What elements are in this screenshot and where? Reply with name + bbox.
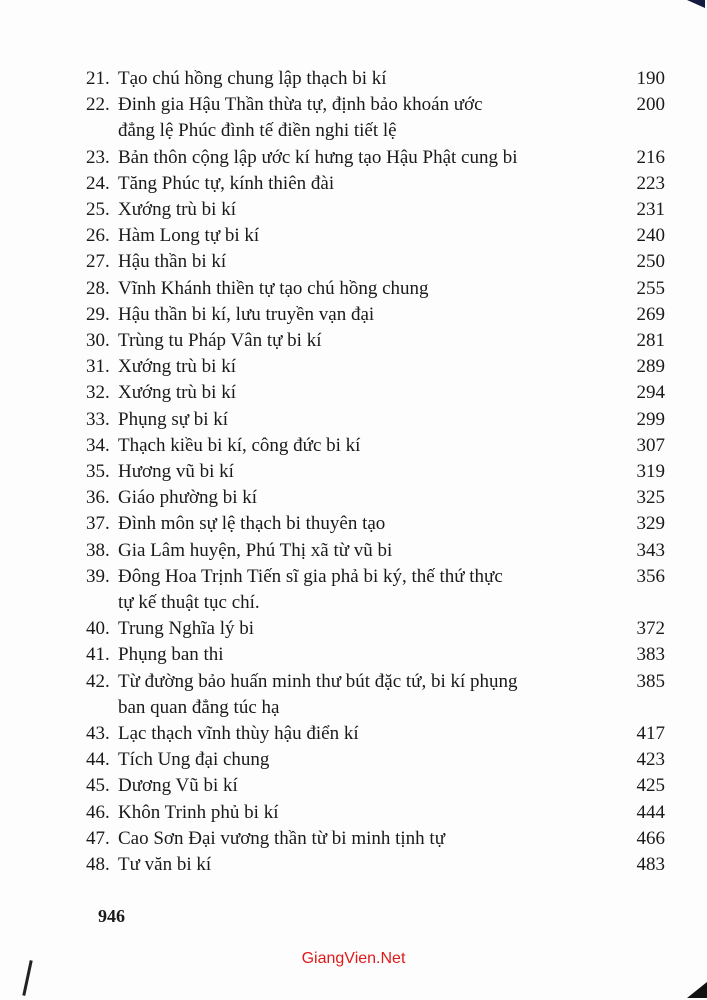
entry-page-number: 299 xyxy=(636,408,665,430)
entry-page-number: 444 xyxy=(636,801,665,823)
toc-entry xyxy=(0,276,707,302)
entry-page-number: 417 xyxy=(636,723,665,744)
entry-number: 24. xyxy=(86,172,110,194)
entry-number: 47. xyxy=(86,827,110,849)
entry-number: 35. xyxy=(86,461,110,482)
toc-entry xyxy=(0,511,707,537)
entry-page-number: 329 xyxy=(636,513,665,535)
page-edge-shadow-right xyxy=(687,982,707,998)
watermark: GiangVien.Net xyxy=(301,950,406,967)
entry-number: 33. xyxy=(86,408,110,430)
toc-entry xyxy=(0,852,707,878)
entry-title: Hương vũ bi kí xyxy=(118,461,234,482)
toc-entry xyxy=(0,92,707,142)
entry-title-continuation: ban quan đẳng túc hạ xyxy=(118,696,280,718)
toc-entry xyxy=(0,249,707,275)
entry-number: 23. xyxy=(86,146,110,168)
toc-entry xyxy=(0,773,707,799)
toc-entry xyxy=(0,197,707,223)
entry-number: 39. xyxy=(86,565,110,587)
entry-page-number: 385 xyxy=(636,670,665,692)
entry-title: Hậu thần bi kí, lưu truyền vạn đại xyxy=(118,303,375,325)
entry-title: Phụng ban thi xyxy=(118,644,224,666)
entry-title: Vĩnh Khánh thiền tự tạo chú hồng chung xyxy=(118,277,429,299)
entry-title: Gia Lâm huyện, Phú Thị xã từ vũ bi xyxy=(118,539,393,561)
entry-number: 48. xyxy=(86,854,110,875)
entry-number: 22. xyxy=(86,94,110,116)
toc-entry xyxy=(0,407,707,433)
entry-number: 44. xyxy=(86,749,110,771)
entry-title: Hậu thần bi kí xyxy=(118,251,227,273)
entry-page-number: 289 xyxy=(636,356,665,378)
entry-page-number: 269 xyxy=(636,303,665,325)
entry-number: 27. xyxy=(86,251,110,273)
entry-page-number: 190 xyxy=(636,68,665,89)
entry-number: 29. xyxy=(86,303,110,325)
entry-title: Đinh gia Hậu Thần thừa tự, định bảo khoán ước xyxy=(118,94,483,116)
entry-title: Đình môn sự lệ thạch bi thuyên tạo xyxy=(118,513,386,535)
toc-entry xyxy=(0,66,707,92)
toc-entry xyxy=(0,747,707,773)
entry-page-number: 281 xyxy=(636,330,665,351)
entry-number: 31. xyxy=(86,356,110,378)
entry-page-number: 216 xyxy=(636,146,665,168)
toc-entry xyxy=(0,380,707,406)
entry-page-number: 223 xyxy=(636,172,665,194)
toc-entry xyxy=(0,642,707,668)
entry-number: 37. xyxy=(86,513,110,535)
entry-title: Bản thôn cộng lập ước kí hưng tạo Hậu Phật cung bi xyxy=(118,146,518,168)
entry-number: 25. xyxy=(86,199,110,220)
entry-title-continuation: đẳng lệ Phúc đình tế điền nghi tiết lệ xyxy=(118,120,397,142)
entry-title: Phụng sự bi kí xyxy=(118,408,229,430)
page-number: 946 xyxy=(98,906,125,926)
entry-title: Tích Ung đại chung xyxy=(118,749,270,771)
entry-title: Từ đường bảo huấn minh thư bút đặc tứ, bi kí phụng xyxy=(118,670,518,692)
entry-page-number: 466 xyxy=(636,827,665,849)
toc-entry xyxy=(0,433,707,459)
entry-number: 34. xyxy=(86,434,110,456)
entry-title: Xướng trù bi kí xyxy=(118,356,236,378)
entry-title: Khôn Trinh phủ bi kí xyxy=(118,801,279,823)
toc-entry xyxy=(0,145,707,171)
entry-title: Xướng trù bi kí xyxy=(118,382,236,404)
toc-entry xyxy=(0,538,707,564)
entry-number: 30. xyxy=(86,330,110,351)
entry-page-number: 319 xyxy=(636,461,665,482)
entry-title: Giáo phường bi kí xyxy=(118,487,258,509)
toc-entry xyxy=(0,459,707,485)
entry-page-number: 425 xyxy=(636,775,665,797)
entry-number: 41. xyxy=(86,644,110,666)
entry-page-number: 343 xyxy=(636,539,665,561)
toc-entry xyxy=(0,354,707,380)
entry-page-number: 250 xyxy=(636,251,665,273)
entry-number: 43. xyxy=(86,723,110,744)
entry-number: 28. xyxy=(86,277,110,299)
entry-title: Hàm Long tự bi kí xyxy=(118,225,260,247)
toc-entry xyxy=(0,171,707,197)
entry-number: 26. xyxy=(86,225,110,247)
toc-entry xyxy=(0,826,707,852)
entry-page-number: 372 xyxy=(636,618,665,640)
entry-page-number: 383 xyxy=(636,644,665,666)
toc-entry xyxy=(0,616,707,642)
entry-page-number: 200 xyxy=(636,94,665,116)
toc-entry xyxy=(0,564,707,613)
entry-page-number: 294 xyxy=(636,382,665,404)
toc-entry xyxy=(0,485,707,511)
toc-entry xyxy=(0,223,707,249)
entry-number: 46. xyxy=(86,801,110,823)
entry-number: 42. xyxy=(86,670,110,692)
entry-number: 32. xyxy=(86,382,110,404)
entry-page-number: 307 xyxy=(636,434,665,456)
toc-entry xyxy=(0,328,707,354)
entry-page-number: 356 xyxy=(636,565,665,587)
entry-title: Xướng trù bi kí xyxy=(118,199,236,220)
entry-number: 40. xyxy=(86,618,110,640)
toc-entry xyxy=(0,800,707,826)
entry-title-continuation: tự kế thuật tục chí. xyxy=(118,591,260,613)
entry-page-number: 483 xyxy=(636,854,665,875)
entry-title: Đông Hoa Trịnh Tiến sĩ gia phả bi ký, thế thứ thực xyxy=(118,565,503,587)
entry-number: 38. xyxy=(86,539,110,561)
entry-number: 36. xyxy=(86,487,110,509)
entry-title: Dương Vũ bi kí xyxy=(118,775,238,797)
entry-title: Cao Sơn Đại vương thần từ bi minh tịnh tự xyxy=(118,827,446,849)
toc-entry xyxy=(0,721,707,747)
entry-page-number: 423 xyxy=(636,749,665,771)
toc-entry xyxy=(0,669,707,718)
entry-number: 45. xyxy=(86,775,110,797)
corner-mark xyxy=(687,0,705,8)
entry-title: Trùng tu Pháp Vân tự bi kí xyxy=(118,330,322,351)
entry-page-number: 325 xyxy=(636,487,665,509)
entry-number: 21. xyxy=(86,68,110,89)
entry-title: Lạc thạch vĩnh thùy hậu điển kí xyxy=(118,723,359,744)
entry-title: Tạo chú hồng chung lập thạch bi kí xyxy=(118,68,387,89)
entry-title: Tư văn bi kí xyxy=(118,854,212,875)
entry-page-number: 231 xyxy=(636,199,665,220)
entry-page-number: 240 xyxy=(636,225,665,247)
entry-title: Thạch kiều bi kí, công đức bi kí xyxy=(118,434,361,456)
entry-title: Trung Nghĩa lý bi xyxy=(118,618,255,640)
entry-title: Tăng Phúc tự, kính thiên đài xyxy=(118,172,335,194)
entry-page-number: 255 xyxy=(636,277,665,299)
toc-entry xyxy=(0,302,707,328)
